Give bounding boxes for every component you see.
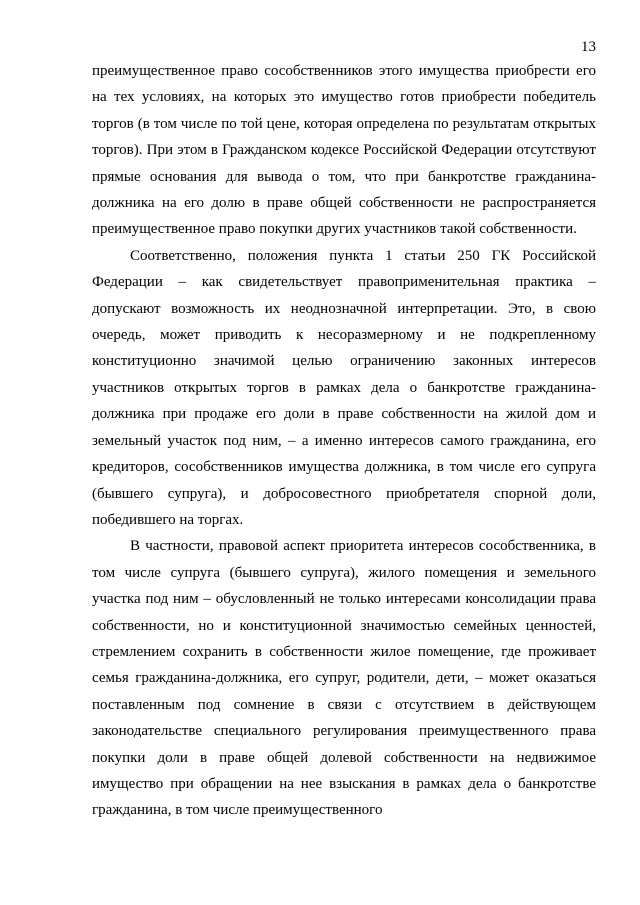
document-body bbox=[92, 58, 596, 824]
paragraph-continuation: преимущественное право сособственников этого имущества приобрести его на тех условиях, на которых это имущество готов приобрести победитель торгов (в том числе по той цене, которая определена по результатам открытых торгов). При этом в Гражданском кодексе Российской Федерации отсутствуют прямые основания для вывода о том, что при банкротстве гражданина-должника на его долю в праве общей собственности не распространяется преимущественное право покупки других участников такой собственности. bbox=[92, 63, 596, 238]
paragraph: Соответственно, положения пункта 1 статьи 250 ГК Российской Федерации – как свидетельствует правоприменительная практика – допускают возможность их неоднозначной интерпретации. Это, в свою очередь, может приводить к несоразмерному и не подкрепленному конституционно значимой целью ограничению законных интересов участников открытых торгов в рамках дела о банкротстве гражданина-должника при продаже его доли в праве собственности на жилой дом и земельный участок под ним, – а именно интересов самого гражданина, его кредиторов, сособственников имущества должника, в том числе его супруга (бывшего супруга), и добросовестного приобретателя спорной доли, победившего на торгах. bbox=[92, 247, 596, 528]
page-number: 13 bbox=[581, 39, 596, 55]
paragraph: В частности, правовой аспект приоритета интересов сособственника, в том числе супруга (бывшего супруга), жилого помещения и земельного участка под ним – обусловленный не только интересами консолидации права собственности, но и конституционной значимостью семейных ценностей, стремлением сохранить в собственности жилое помещение, где проживает семья гражданина-должника, его супруг, родители, дети, – может оказаться поставленным под сомнение в связи с отсутствием в действующем законодательстве специального регулирования преимущественного права покупки доли в праве общей долевой собственности на недвижимое имущество при обращении на нее взыскания в рамках дела о банкротстве гражданина, в том числе преимущественного bbox=[92, 538, 596, 819]
